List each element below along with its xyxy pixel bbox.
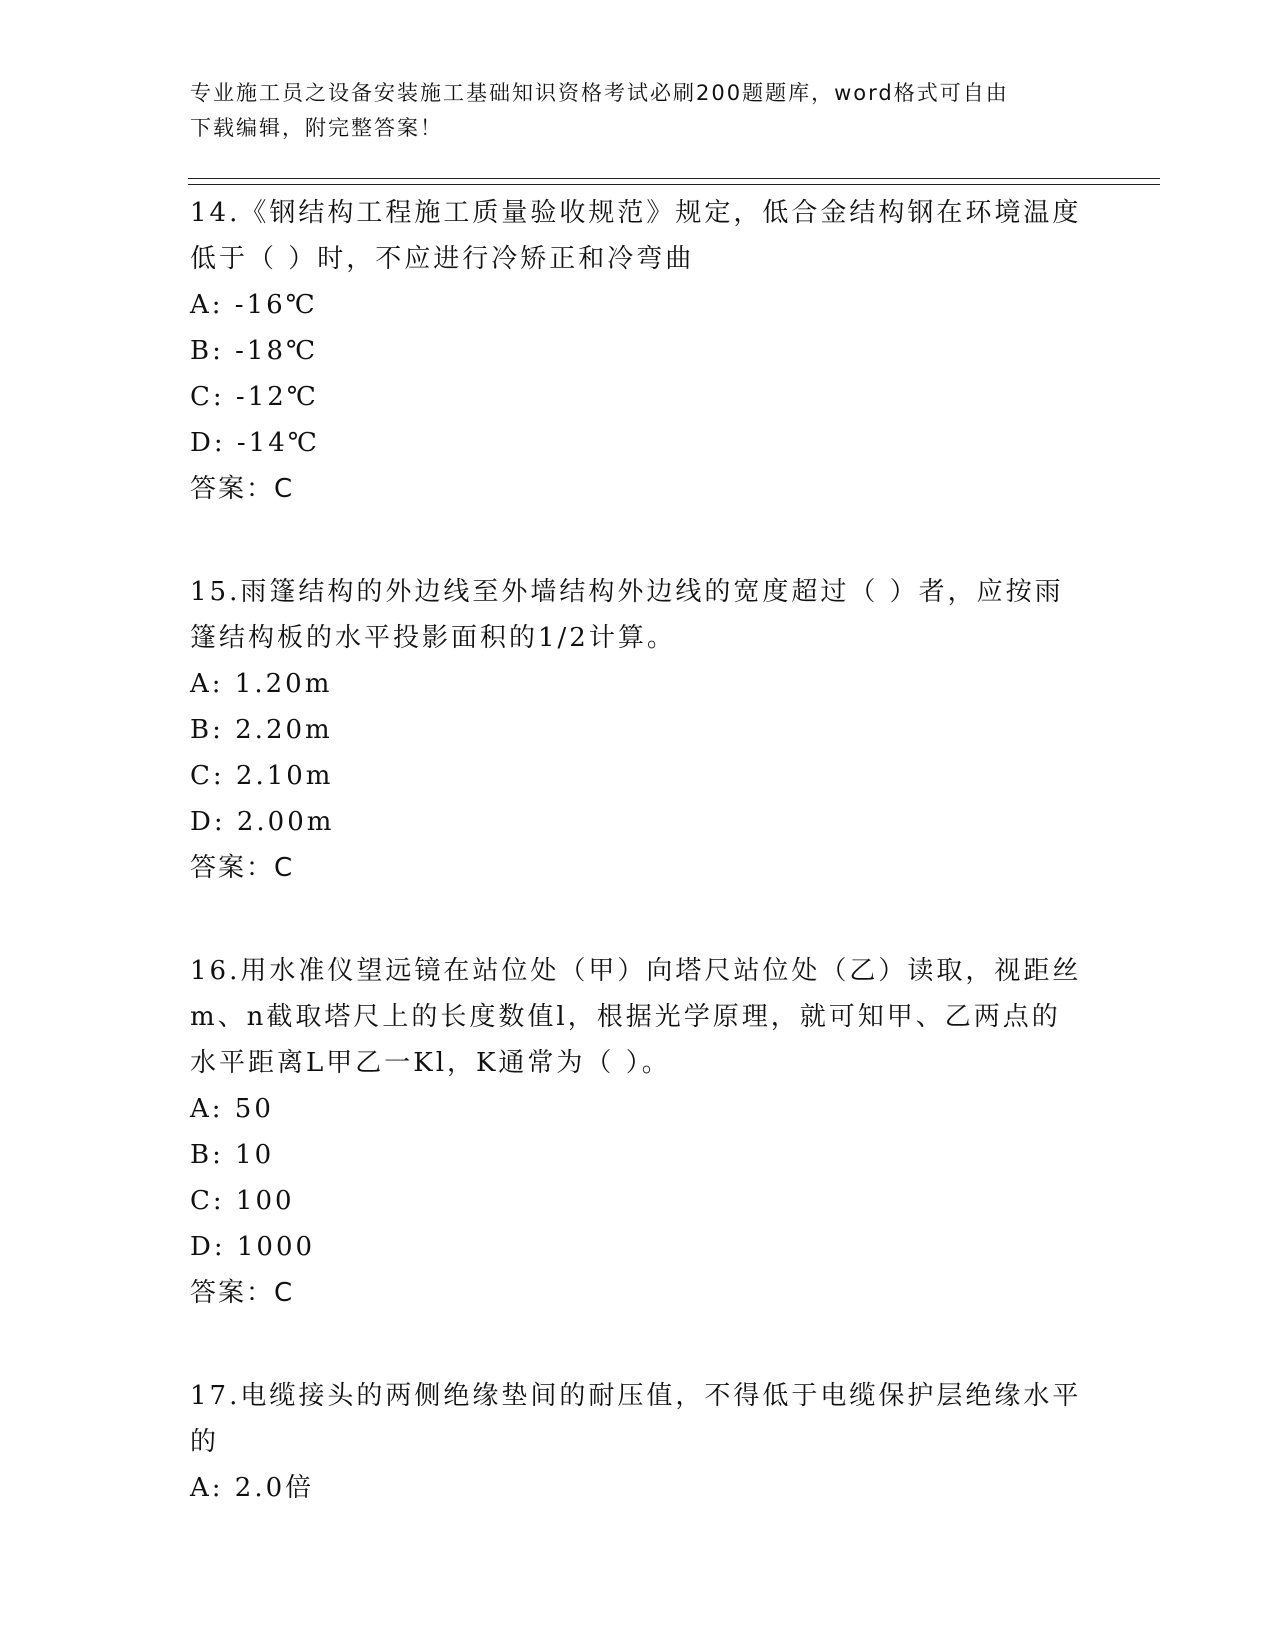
header-divider-top bbox=[188, 178, 1160, 179]
question-text-line: 低于（ ）时，不应进行冷矫正和冷弯曲 bbox=[190, 244, 695, 274]
option-c: C: 100 bbox=[190, 1186, 295, 1216]
option-d: D: 1000 bbox=[190, 1232, 316, 1262]
header-divider-bottom bbox=[188, 184, 1160, 185]
question-14 bbox=[190, 190, 1090, 512]
question-text-line: 水平距离L甲乙一Kl，K通常为（ ）。 bbox=[190, 1048, 671, 1078]
option-a: A: 2.0倍 bbox=[190, 1473, 315, 1503]
question-text-line: 15.雨篷结构的外边线至外墙结构外边线的宽度超过（ ）者，应按雨 bbox=[190, 577, 1064, 607]
option-b: B: -18℃ bbox=[190, 336, 319, 366]
question-text-line: 16.用水准仪望远镜在站位处（甲）向塔尺站位处（乙）读取，视距丝 bbox=[190, 956, 1082, 986]
question-16 bbox=[190, 948, 1090, 1316]
option-b: B: 10 bbox=[190, 1140, 275, 1170]
option-c: C: -12℃ bbox=[190, 382, 319, 412]
question-text bbox=[190, 1373, 1090, 1465]
answer: 答案：C bbox=[190, 1278, 295, 1308]
question-text bbox=[190, 569, 1090, 661]
option-d: D: -14℃ bbox=[190, 428, 320, 458]
question-text-line: 17.电缆接头的两侧绝缘垫间的耐压值，不得低于电缆保护层绝缘水平 bbox=[190, 1381, 1082, 1411]
option-a: A: 50 bbox=[190, 1094, 274, 1124]
question-17 bbox=[190, 1373, 1090, 1511]
question-text-line: 的 bbox=[190, 1427, 220, 1457]
answer: 答案：C bbox=[190, 853, 295, 883]
question-15 bbox=[190, 569, 1090, 891]
question-list bbox=[190, 190, 1090, 1568]
option-b: B: 2.20m bbox=[190, 715, 333, 745]
header-title-line-2: 下载编辑，附完整答案！ bbox=[190, 116, 443, 140]
question-text-line: 篷结构板的水平投影面积的1/2计算。 bbox=[190, 623, 676, 653]
header-title-line-1: 专业施工员之设备安装施工基础知识资格考试必刷200题题库，word格式可自由 bbox=[190, 81, 1009, 105]
question-text-line: 14.《钢结构工程施工质量验收规范》规定，低合金结构钢在环境温度 bbox=[190, 198, 1082, 228]
option-a: A: -16℃ bbox=[190, 290, 318, 320]
option-a: A: 1.20m bbox=[190, 669, 333, 699]
answer: 答案：C bbox=[190, 474, 295, 504]
question-text bbox=[190, 948, 1090, 1086]
question-text bbox=[190, 190, 1090, 282]
option-c: C: 2.10m bbox=[190, 761, 334, 791]
question-text-line: m、n截取塔尺上的长度数值l，根据光学原理，就可知甲、乙两点的 bbox=[190, 1002, 1061, 1032]
option-d: D: 2.00m bbox=[190, 807, 335, 837]
document-header bbox=[190, 76, 1090, 146]
